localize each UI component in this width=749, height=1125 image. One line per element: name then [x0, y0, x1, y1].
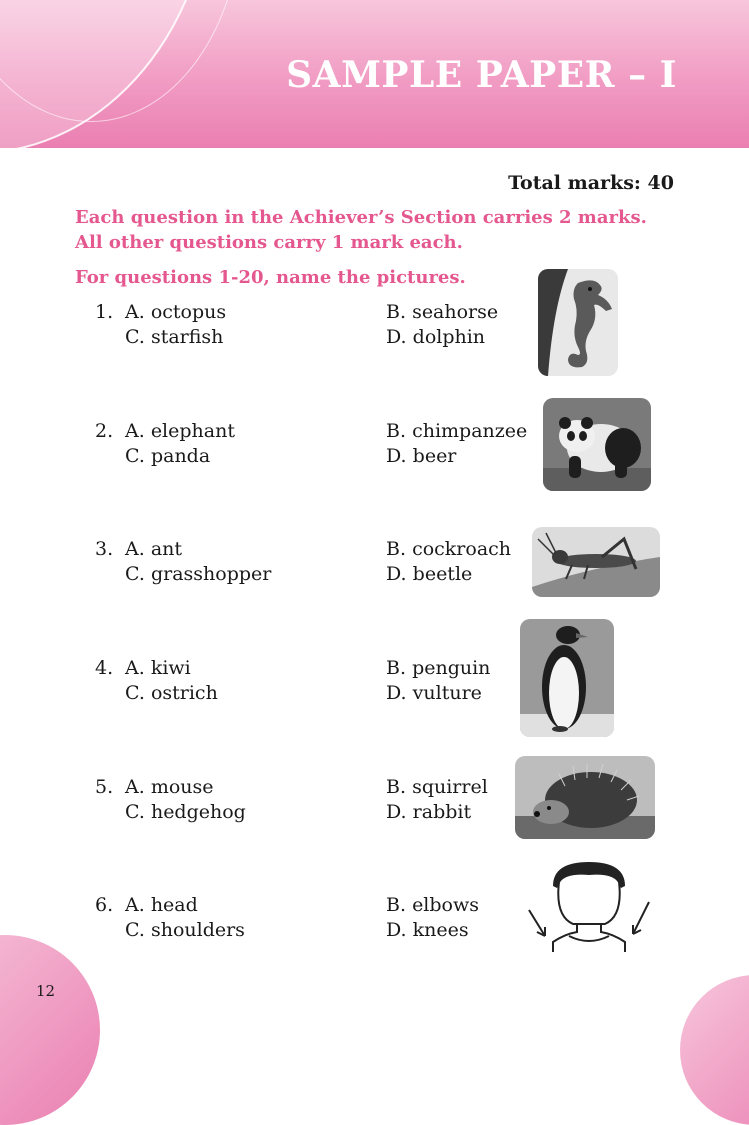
option-letter: C. [125, 563, 145, 585]
option-letter: D. [386, 563, 407, 585]
option-letter: C. [125, 682, 145, 704]
option-letter: D. [386, 919, 407, 941]
option-letter: C. [125, 445, 145, 467]
option-text: rabbit [412, 801, 472, 823]
option-text: squirrel [412, 776, 488, 798]
option-a[interactable] [125, 656, 191, 681]
option-text: elephant [150, 420, 235, 442]
option-text: head [150, 894, 198, 916]
shoulders-drawing-icon [525, 860, 653, 952]
question-1 [95, 300, 555, 350]
corner-decoration-right [680, 975, 749, 1125]
question-number: 2. [95, 420, 114, 442]
question-number: 6. [95, 894, 114, 916]
option-text: beetle [412, 563, 473, 585]
option-a[interactable] [125, 419, 235, 444]
option-letter: B. [386, 538, 407, 560]
option-text: panda [150, 445, 211, 467]
option-letter: D. [386, 801, 407, 823]
option-a[interactable] [125, 537, 182, 562]
option-text: grasshopper [150, 563, 272, 585]
option-c[interactable] [125, 918, 245, 943]
hedgehog-photo-icon [515, 756, 655, 839]
option-b[interactable] [386, 775, 488, 800]
option-letter: D. [386, 682, 407, 704]
option-d[interactable] [386, 800, 471, 825]
option-letter: C. [125, 801, 145, 823]
option-text: hedgehog [150, 801, 246, 823]
seahorse-photo-icon [538, 269, 618, 376]
header-banner [0, 0, 749, 148]
page-title: SAMPLE PAPER – I [286, 54, 677, 96]
option-text: knees [412, 919, 469, 941]
option-d[interactable] [386, 562, 472, 587]
option-text: kiwi [150, 657, 191, 679]
option-text: ant [150, 538, 183, 560]
option-letter: D. [386, 326, 407, 348]
option-a[interactable] [125, 893, 198, 918]
instruction-line-1: Each question in the Achiever’s Section carries 2 marks. [75, 207, 647, 228]
option-letter: A. [125, 657, 145, 679]
instruction-line-2: All other questions carry 1 mark each. [75, 232, 463, 253]
option-letter: A. [125, 894, 145, 916]
option-b[interactable] [386, 656, 490, 681]
option-letter: A. [125, 776, 145, 798]
question-4 [95, 656, 555, 706]
option-letter: C. [125, 326, 145, 348]
total-marks: Total marks: 40 [508, 172, 674, 194]
option-b[interactable] [386, 300, 498, 325]
question-5 [95, 775, 555, 825]
corner-decoration-left [0, 935, 100, 1125]
option-d[interactable] [386, 918, 469, 943]
option-d[interactable] [386, 444, 456, 469]
option-text: octopus [150, 301, 227, 323]
option-letter: B. [386, 776, 407, 798]
option-b[interactable] [386, 537, 511, 562]
option-letter: B. [386, 420, 407, 442]
option-text: seahorse [412, 301, 499, 323]
option-letter: B. [386, 657, 407, 679]
option-b[interactable] [386, 419, 527, 444]
option-text: mouse [150, 776, 214, 798]
option-c[interactable] [125, 562, 271, 587]
option-b[interactable] [386, 893, 479, 918]
question-number: 5. [95, 776, 114, 798]
option-text: vulture [412, 682, 482, 704]
option-d[interactable] [386, 681, 482, 706]
option-text: penguin [412, 657, 491, 679]
option-c[interactable] [125, 325, 223, 350]
instruction-line-3: For questions 1-20, name the pictures. [75, 267, 466, 288]
option-letter: D. [386, 445, 407, 467]
option-text: dolphin [412, 326, 486, 348]
option-a[interactable] [125, 775, 214, 800]
penguin-photo-icon [520, 619, 614, 737]
option-letter: B. [386, 301, 407, 323]
option-text: starfish [150, 326, 224, 348]
option-c[interactable] [125, 681, 218, 706]
option-letter: A. [125, 538, 145, 560]
option-letter: C. [125, 919, 145, 941]
question-number: 1. [95, 301, 114, 323]
option-letter: A. [125, 420, 145, 442]
option-text: chimpanzee [412, 420, 528, 442]
option-a[interactable] [125, 300, 226, 325]
question-2 [95, 419, 555, 469]
option-text: shoulders [150, 919, 245, 941]
question-6 [95, 893, 555, 943]
option-text: cockroach [412, 538, 512, 560]
option-c[interactable] [125, 800, 246, 825]
banner-decoration-inner [0, 0, 242, 122]
page-number: 12 [36, 982, 56, 1000]
panda-photo-icon [543, 398, 651, 491]
question-number: 3. [95, 538, 114, 560]
option-text: ostrich [150, 682, 218, 704]
option-text: elbows [412, 894, 479, 916]
option-letter: A. [125, 301, 145, 323]
option-text: beer [412, 445, 457, 467]
option-d[interactable] [386, 325, 485, 350]
question-number: 4. [95, 657, 114, 679]
option-c[interactable] [125, 444, 210, 469]
question-3 [95, 537, 555, 587]
option-letter: B. [386, 894, 407, 916]
grasshopper-photo-icon [532, 527, 660, 597]
